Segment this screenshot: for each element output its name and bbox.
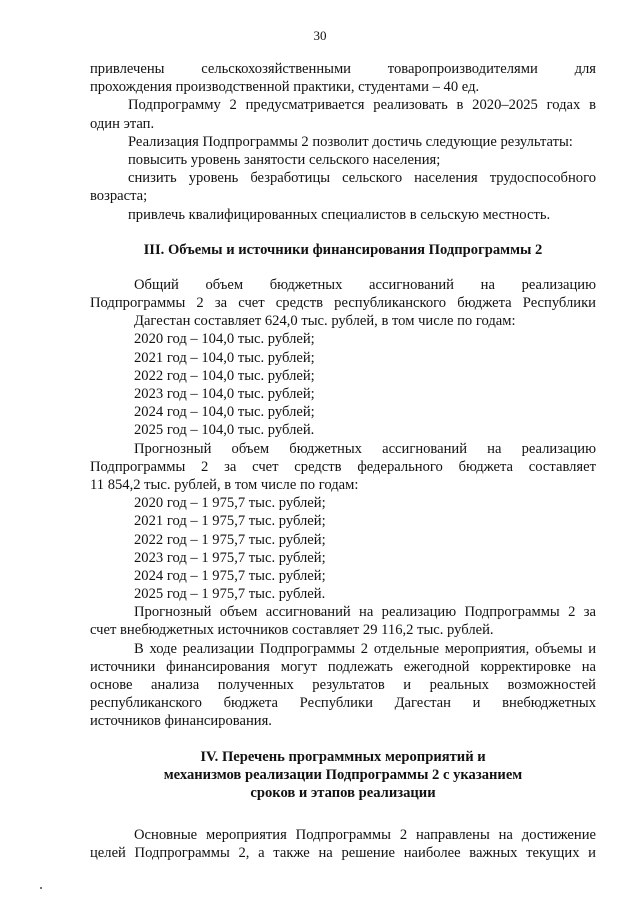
year-line: 2021 год – 104,0 тыс. рублей; bbox=[134, 349, 315, 366]
text-line: счет внебюджетных источников составляет 29 116,2 тыс. рублей. bbox=[90, 622, 494, 639]
year-line: 2025 год – 1 975,7 тыс. рублей. bbox=[134, 586, 326, 603]
scan-speck bbox=[40, 887, 42, 889]
page-number: 30 bbox=[313, 28, 327, 43]
year-line: 2023 год – 104,0 тыс. рублей; bbox=[134, 386, 315, 402]
text-line: целей Подпрограммы 2, а также на решение наиболее важных текущих и bbox=[90, 845, 596, 862]
text-line: Прогнозный объем ассигнований на реализацию Подпрограммы 2 за bbox=[134, 604, 596, 621]
year-line: 2021 год – 1 975,7 тыс. рублей; bbox=[134, 513, 326, 530]
year-line: 2023 год – 1 975,7 тыс. рублей; bbox=[134, 549, 326, 566]
document-body bbox=[90, 60, 596, 863]
year-line: 2022 год – 104,0 тыс. рублей; bbox=[134, 367, 315, 384]
text-line: повысить уровень занятости сельского населения; bbox=[128, 151, 441, 168]
text-line: прохождения производственной практики, студентами – 40 ед. bbox=[90, 79, 480, 96]
year-line: 2022 год – 1 975,7 тыс. рублей; bbox=[134, 531, 326, 548]
year-line: 2024 год – 104,0 тыс. рублей; bbox=[134, 404, 315, 421]
text-line: привлечь квалифицированных специалистов в сельскую местность. bbox=[128, 206, 551, 223]
section-heading-4: сроков и этапов реализации bbox=[250, 784, 436, 801]
text-line: основе анализа полученных результатов и реальных возможностей bbox=[90, 677, 596, 693]
text-line: Основные мероприятия Подпрограммы 2 направлены на достижение bbox=[134, 827, 596, 844]
text-line: Подпрограммы 2 за счет средств федерального бюджета составляет bbox=[90, 458, 596, 475]
text-line: республиканского бюджета Республики Дагестан и внебюджетных bbox=[90, 695, 596, 712]
text-line: источники финансирования могут подлежать ежегодной корректировке на bbox=[90, 658, 596, 675]
year-line: 2024 год – 1 975,7 тыс. рублей; bbox=[134, 567, 326, 584]
text-line: источников финансирования. bbox=[90, 713, 272, 730]
text-line: Реализация Подпрограммы 2 позволит достичь следующие результаты: bbox=[128, 133, 573, 150]
text-line: 11 854,2 тыс. рублей, в том числе по годам: bbox=[90, 476, 359, 493]
text-line: Дагестан составляет 624,0 тыс. рублей, в том числе по годам: bbox=[134, 313, 516, 330]
text-line: Прогнозный объем бюджетных ассигнований на реализацию bbox=[134, 440, 596, 457]
text-line: Подпрограмму 2 предусматривается реализовать в 2020–2025 годах в bbox=[128, 97, 596, 114]
year-line: 2020 год – 104,0 тыс. рублей; bbox=[134, 331, 315, 348]
section-heading-4: механизмов реализации Подпрограммы 2 с указанием bbox=[163, 766, 523, 783]
text-line: Подпрограммы 2 за счет средств республиканского бюджета Республики bbox=[90, 295, 596, 312]
text-line: один этап. bbox=[90, 115, 155, 132]
year-line: 2020 год – 1 975,7 тыс. рублей; bbox=[134, 495, 326, 512]
section-heading-3: III. Объемы и источники финансирования Подпрограммы 2 bbox=[143, 241, 543, 258]
year-line: 2025 год – 104,0 тыс. рублей. bbox=[134, 422, 315, 439]
text-line: возраста; bbox=[90, 188, 148, 205]
text-line: снизить уровень безработицы сельского населения трудоспособного bbox=[128, 170, 596, 187]
text-line: привлечены сельскохозяйственными товаропроизводителями для bbox=[90, 61, 596, 77]
text-line: Общий объем бюджетных ассигнований на реализацию bbox=[134, 276, 596, 293]
text-line: В ходе реализации Подпрограммы 2 отдельные мероприятия, объемы и bbox=[134, 640, 596, 657]
section-heading-4: IV. Перечень программных мероприятий и bbox=[200, 748, 486, 765]
